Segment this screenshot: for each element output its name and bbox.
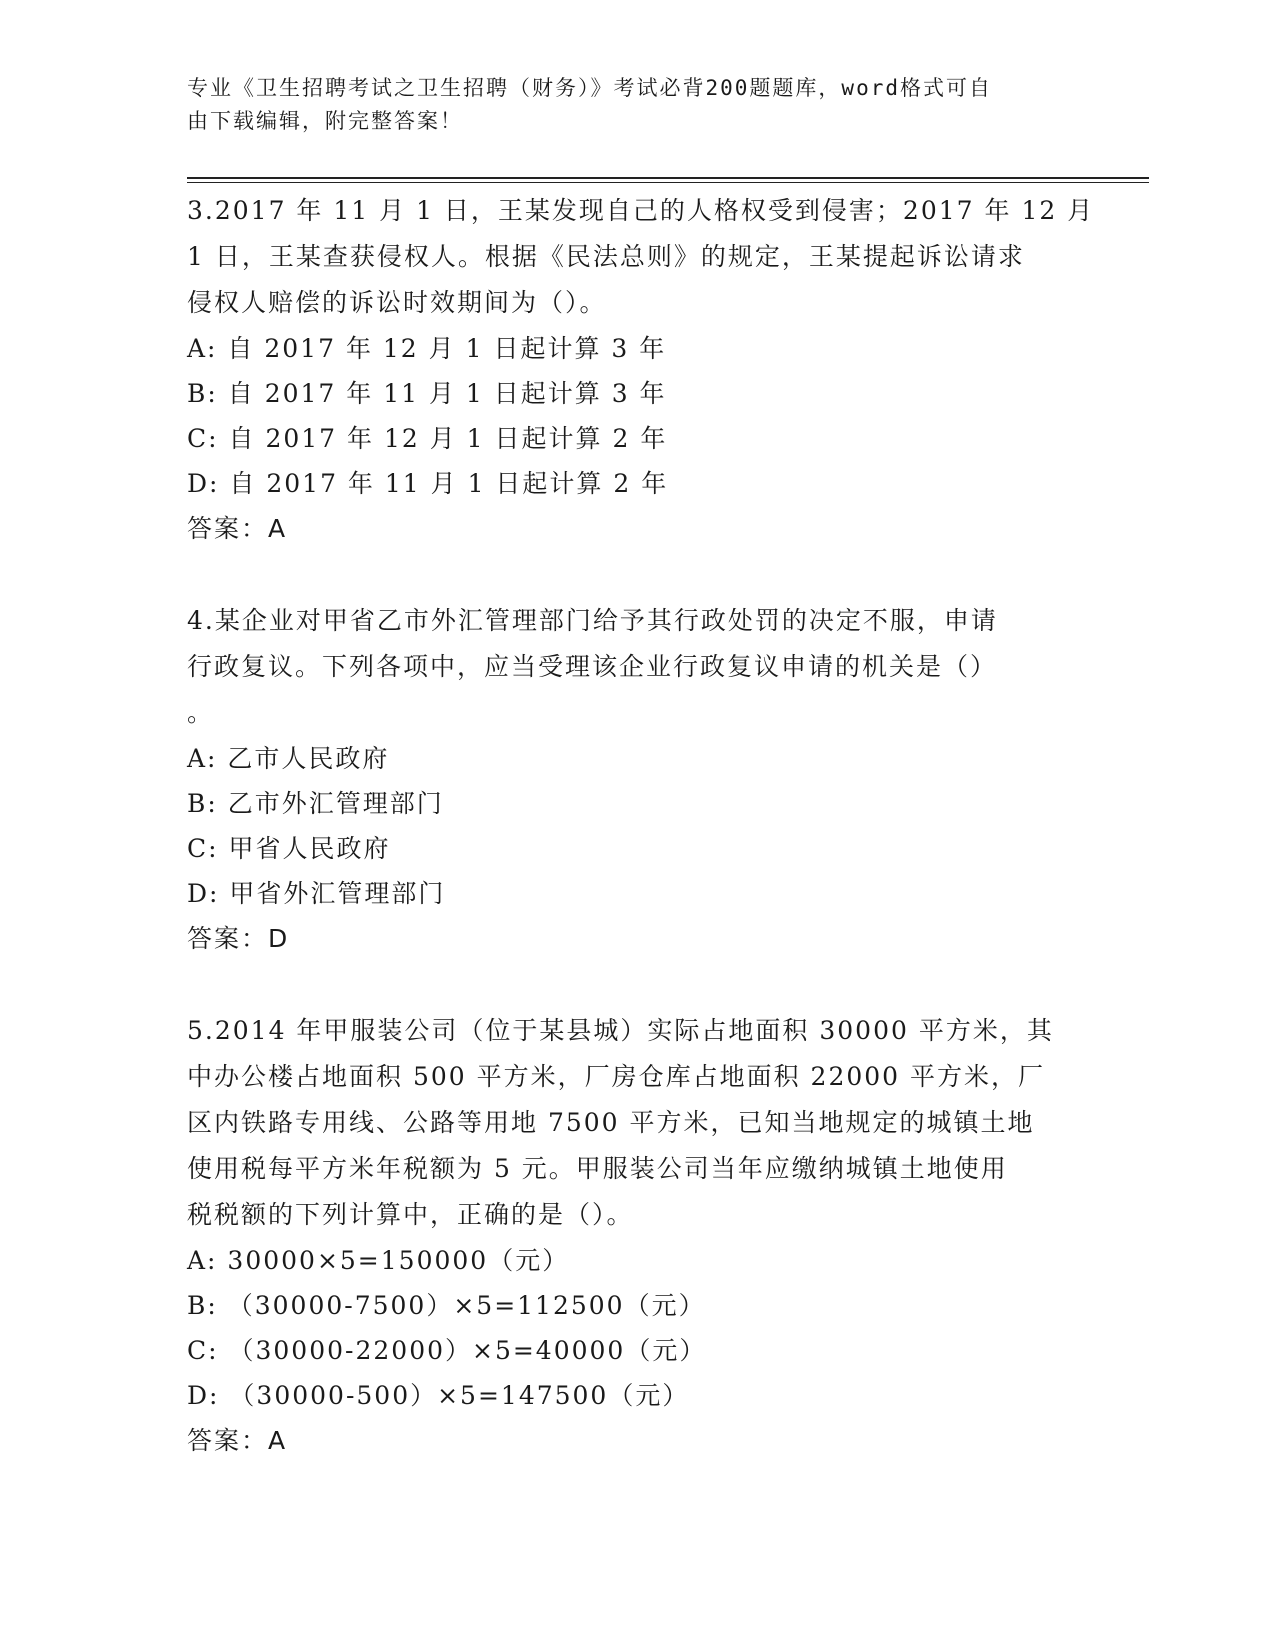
option-d: D: 自 2017 年 11 月 1 日起计算 2 年: [187, 469, 669, 498]
document-header: [187, 72, 1067, 138]
header-divider: [187, 177, 1149, 179]
question-text-line: 1 日，王某查获侵权人。根据《民法总则》的规定，王某提起诉讼请求: [187, 242, 1025, 271]
question-text-line: 。: [187, 698, 215, 727]
question-text-line: 行政复议。下列各项中，应当受理该企业行政复议申请的机关是（）: [187, 652, 998, 681]
question-5: [187, 1008, 1087, 1464]
option-b: B: （30000-7500）×5=112500（元）: [187, 1291, 706, 1320]
option-a: A: 乙市人民政府: [187, 744, 390, 773]
option-b: B: 自 2017 年 11 月 1 日起计算 3 年: [187, 379, 667, 408]
question-text-line: 4.某企业对甲省乙市外汇管理部门给予其行政处罚的决定不服，申请: [187, 606, 998, 635]
option-c: C: （30000-22000）×5=40000（元）: [187, 1336, 707, 1365]
question-text-line: 区内铁路专用线、公路等用地 7500 平方米，已知当地规定的城镇土地: [187, 1108, 1035, 1137]
option-a: A: 自 2017 年 12 月 1 日起计算 3 年: [187, 334, 667, 363]
option-c: C: 自 2017 年 12 月 1 日起计算 2 年: [187, 424, 668, 453]
option-a: A: 30000×5=150000（元）: [187, 1246, 570, 1275]
question-text-line: 5.2014 年甲服装公司（位于某县城）实际占地面积 30000 平方米，其: [187, 1016, 1054, 1045]
question-text-line: 税税额的下列计算中，正确的是（）。: [187, 1200, 634, 1229]
answer-label: 答案：A: [187, 514, 288, 543]
question-text-line: 3.2017 年 11 月 1 日，王某发现自己的人格权受到侵害；2017 年 12 月: [187, 196, 1095, 225]
option-d: D: （30000-500）×5=147500（元）: [187, 1381, 690, 1410]
question-3: [187, 188, 1095, 552]
question-4: [187, 598, 1087, 962]
question-text-line: 使用税每平方米年税额为 5 元。甲服装公司当年应缴纳城镇土地使用: [187, 1154, 1008, 1183]
option-c: C: 甲省人民政府: [187, 834, 391, 863]
option-b: B: 乙市外汇管理部门: [187, 789, 444, 818]
answer-label: 答案：D: [187, 924, 290, 953]
question-text-line: 侵权人赔偿的诉讼时效期间为（）。: [187, 288, 607, 317]
header-line: 由下载编辑，附完整答案！: [187, 109, 463, 133]
header-divider-thin: [187, 182, 1149, 183]
question-text-line: 中办公楼占地面积 500 平方米，厂房仓库占地面积 22000 平方米，厂: [187, 1062, 1046, 1091]
header-line: 专业《卫生招聘考试之卫生招聘（财务）》考试必背200题题库，word格式可自: [187, 76, 992, 100]
option-d: D: 甲省外汇管理部门: [187, 879, 446, 908]
answer-label: 答案：A: [187, 1426, 288, 1455]
